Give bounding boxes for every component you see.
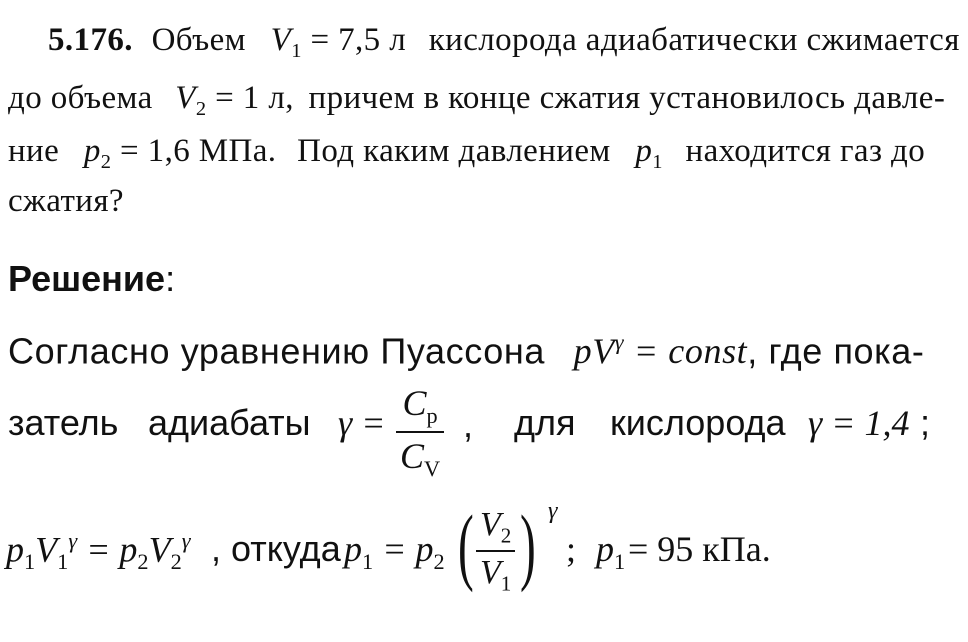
volume-ratio-fraction: $V_2$ $V_1$ <box>476 506 515 597</box>
solution-text: Согласно уравнению Пуассона <box>8 330 545 372</box>
var-v1: $V_1$ <box>270 22 302 63</box>
problem-text: причем в конце сжатия установилось давле- <box>308 80 946 116</box>
solution-text: затель <box>8 402 119 443</box>
solution-text: адиабаты <box>148 402 311 443</box>
solution-line-1 <box>8 330 925 372</box>
result-expression: $p_1$ <box>596 529 626 574</box>
heat-capacity-fraction: $C_p$ $C_V$ <box>396 382 444 482</box>
problem-text: сжатия? <box>8 183 124 219</box>
problem-number: 5.176. <box>48 22 133 58</box>
solution-text: кислорода <box>610 402 786 443</box>
problem-text: Под каким давлением <box>297 133 611 169</box>
problem-text: ние <box>8 133 60 169</box>
problem-line-1 <box>48 22 960 63</box>
gamma-exponent: γ <box>548 498 558 524</box>
adiabatic-equation: $p_1V_1^\gamma = p_2V_2^\gamma$ <box>6 528 191 575</box>
solution-text: , откуда <box>211 528 341 569</box>
problem-text: кислорода адиабатически сжимается <box>428 22 960 58</box>
problem-text: Объем <box>151 22 246 58</box>
right-paren: ) <box>520 497 536 593</box>
value-v1: = 7,5 л <box>301 22 407 58</box>
p1-expression: $p_1 = p_2$ <box>344 529 445 574</box>
problem-line-3 <box>8 133 925 174</box>
var-p1: $p_1$ <box>635 133 663 174</box>
solution-line-3: $p_1V_1^\gamma = p_2V_2^\gamma$ , откуда $p_1 = p_2$ ( $V_2$ $V_1$ ) γ ; $p_1$ = 95 кПа. <box>6 497 771 596</box>
gamma-def: γ = <box>338 403 386 443</box>
problem-text: до объема <box>8 80 153 116</box>
problem-line-4 <box>8 183 124 220</box>
result-value: = 95 кПа. <box>628 529 771 569</box>
solution-text: , где пока- <box>747 330 925 372</box>
gamma-value: γ = 1,4 <box>808 403 910 443</box>
value-v2: = 1 л, <box>206 80 294 116</box>
problem-line-2 <box>8 80 945 121</box>
poisson-formula: $pV^\gamma$ = const <box>573 330 748 372</box>
left-paren: ( <box>458 497 474 593</box>
value-p2: = 1,6 МПа. <box>111 133 277 169</box>
solution-heading: Решение: <box>8 258 176 299</box>
var-p2: $p_2$ <box>83 133 112 174</box>
solution-text: для <box>514 402 576 443</box>
var-v2: $V_2$ <box>175 80 207 121</box>
problem-text: находится газ до <box>685 133 926 169</box>
